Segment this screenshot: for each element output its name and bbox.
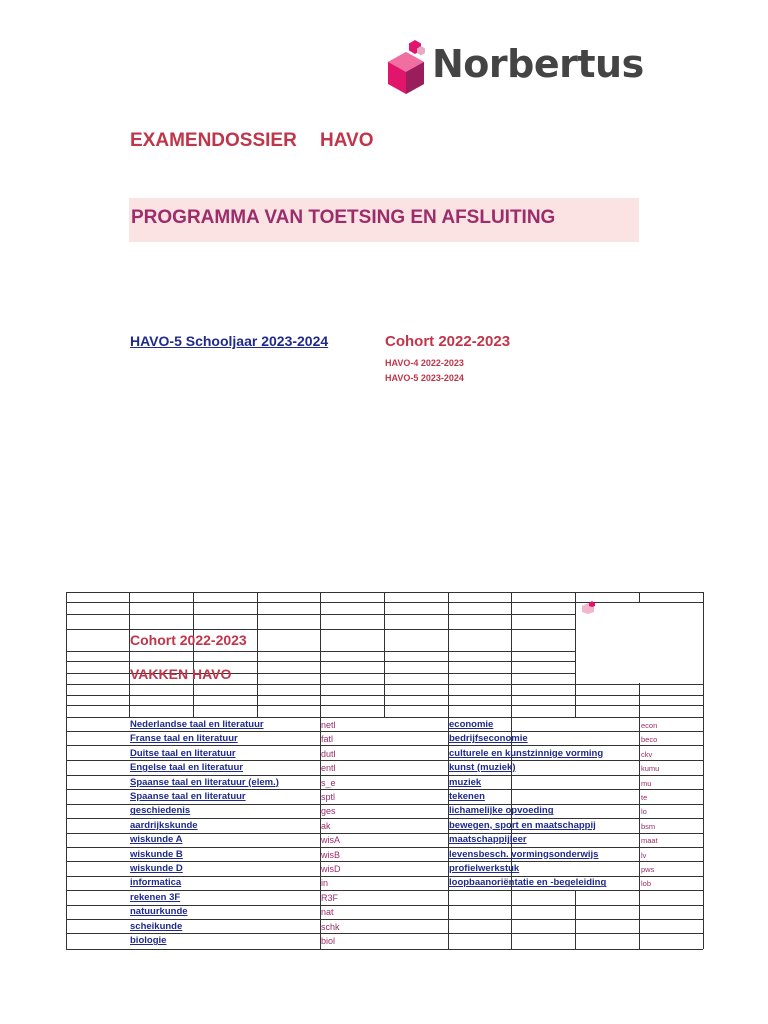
subject-abbr: netl [321,720,336,730]
table-vline [703,592,704,949]
logo-wordmark: Norbertus [432,42,644,86]
subject-abbr: econ [641,721,658,730]
subject-name[interactable]: Franse taal en literatuur [130,733,238,745]
subject-name[interactable]: kunst (muziek) [449,762,516,774]
subject-abbr: biol [321,936,336,946]
subject-name[interactable]: maatschappijleer [449,834,527,846]
norbertus-logo [384,38,644,102]
examendossier-label: EXAMENDOSSIER [130,130,297,151]
subject-abbr: wisD [321,864,341,874]
subject-abbr: dutl [321,748,336,759]
level-label: HAVO [320,130,374,151]
table-vline [129,592,130,717]
subject-name[interactable]: Nederlandse taal en literatuur [130,719,264,730]
table-vline [257,592,258,717]
merged-logo-cell [576,603,702,683]
cohort-line: HAVO-5 2023-2024 [385,373,464,383]
subject-name[interactable]: geschiedenis [130,805,191,817]
subject-name[interactable]: wiskunde A [130,834,183,846]
subject-name[interactable]: scheikunde [130,920,183,932]
subject-name[interactable]: biologie [130,935,167,946]
subject-name[interactable]: bewegen, sport en maatschappij [449,819,596,831]
subject-name[interactable]: Spaanse taal en literatuur (elem.) [130,776,279,788]
subject-abbr: mu [641,778,652,788]
table-vline [575,602,576,684]
subject-abbr: fatl [321,734,334,745]
subject-abbr: pws [641,865,655,874]
subject-name[interactable]: Duitse taal en literatuur [130,747,236,759]
subject-name[interactable]: profielwerkstuk [449,863,520,874]
subject-name[interactable]: natuurkunde [130,906,188,918]
subject-abbr: lo [641,807,647,817]
subject-abbr: wisA [321,835,341,846]
subject-abbr: te [641,793,648,802]
subject-name[interactable]: lichamelijke opvoeding [449,805,554,817]
subject-name[interactable]: Spaanse taal en literatuur [130,791,246,802]
subject-name[interactable]: wiskunde B [130,848,183,860]
subject-abbr: nat [321,907,334,918]
subject-abbr: lv [641,850,647,860]
table-vline [384,592,385,717]
subject-abbr: in [321,878,329,889]
table-vakken-label: VAKKEN HAVO [130,666,232,682]
hexagon-cube-icon [384,38,430,102]
table-hline [66,949,703,950]
subject-abbr: maat [641,836,658,846]
subject-name[interactable]: rekenen 3F [130,891,181,903]
subject-abbr: ckv [641,749,653,759]
subject-name[interactable]: aardrijkskunde [130,819,198,831]
subject-abbr: R3F [321,892,339,903]
subject-abbr: sptl [321,792,336,802]
table-vline [193,592,194,717]
subject-abbr: ak [321,820,331,831]
subject-abbr: schk [321,921,340,932]
school-year-link[interactable]: HAVO-5 Schooljaar 2023-2024 [130,333,329,349]
subject-abbr: ges [321,806,336,817]
logo-mark-icon [578,601,598,615]
table-vline [66,592,67,949]
subject-name[interactable]: muziek [449,776,482,788]
subject-name[interactable]: culturele en kunstzinnige vorming [449,747,604,759]
subject-name[interactable]: informatica [130,877,182,889]
cohort-title: Cohort 2022-2023 [385,333,511,350]
cohort-line: HAVO-4 2022-2023 [385,358,464,368]
subject-name[interactable]: levensbesch. vormingsonderwijs [449,848,599,860]
subject-name[interactable]: bedrijfseconomie [449,733,528,745]
subject-name[interactable]: loopbaanoriëntatie en -begeleiding [449,877,607,889]
subject-name[interactable]: Engelse taal en literatuur [130,762,243,774]
subject-abbr: entl [321,763,336,774]
subject-abbr: wisB [321,849,341,860]
subject-abbr: lob [641,879,652,889]
subject-name[interactable]: wiskunde D [130,863,183,874]
table-cohort-label: Cohort 2022-2023 [130,632,247,648]
subject-name[interactable]: economie [449,719,494,730]
pta-title: PROGRAMMA VAN TOETSING EN AFSLUITING [131,207,556,228]
subject-abbr: kumu [641,764,660,774]
subject-abbr: bsm [641,821,656,831]
table-vline [575,890,576,949]
exam-header [130,130,374,152]
subject-abbr: beco [641,735,658,745]
subject-name[interactable]: tekenen [449,791,485,802]
subject-abbr: s_e [321,777,336,788]
pta-banner [129,198,639,242]
